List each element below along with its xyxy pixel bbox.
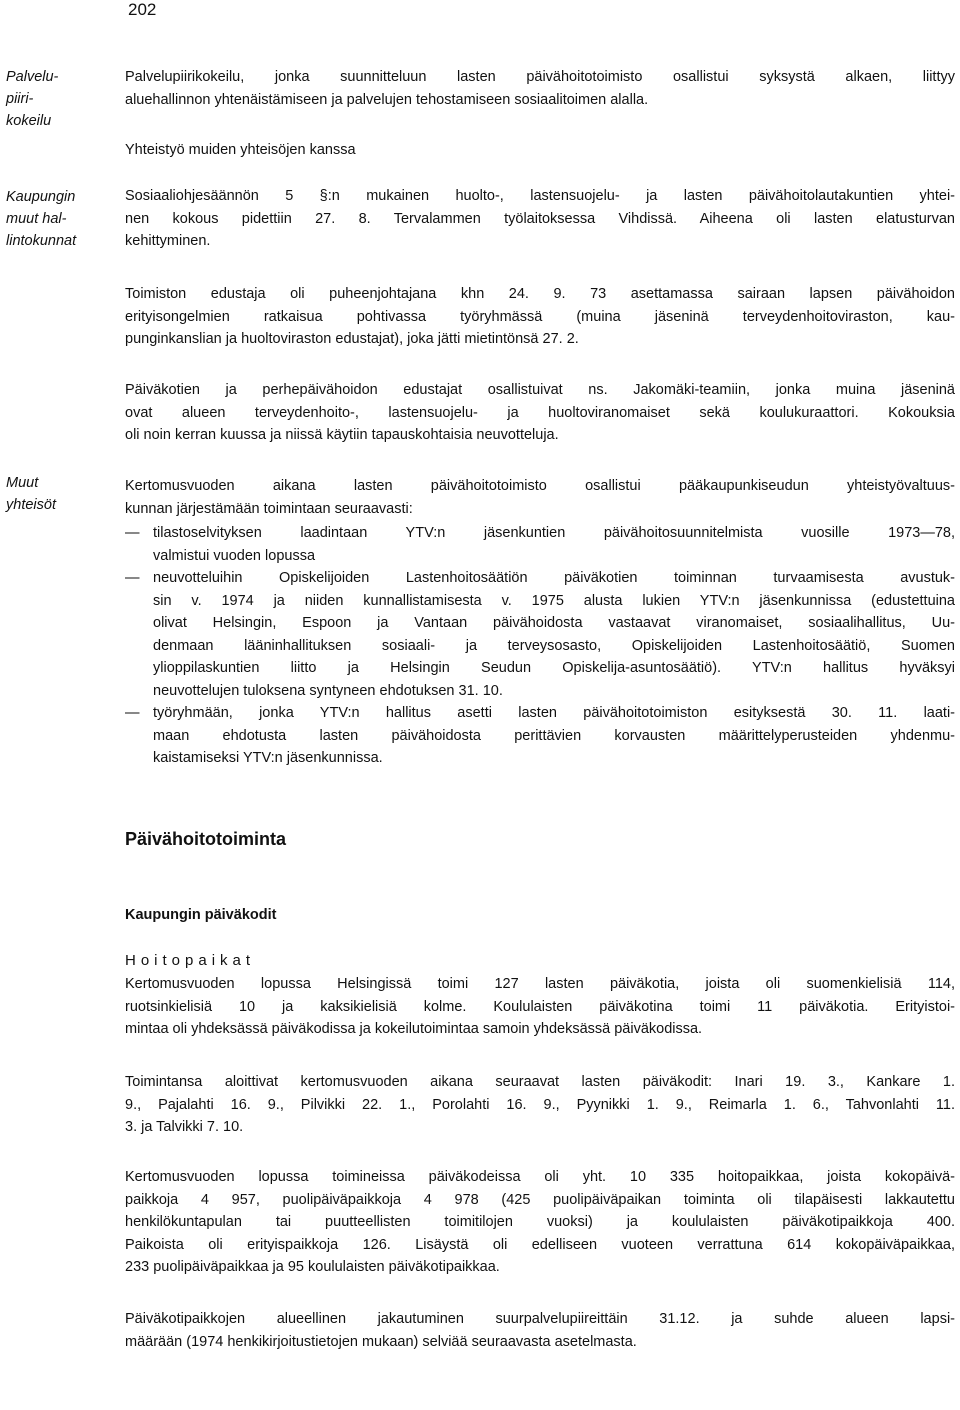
section-title: Päivähoitotoiminta [125, 829, 287, 849]
subheading-yhteistyo: Yhteistyö muiden yhteisöjen kanssa [125, 142, 356, 158]
paragraph-hoitopaikkaa [125, 1166, 955, 1279]
margin-note-line: Muut [6, 475, 39, 491]
text-line: Päiväkotien ja perhepäivähoidon edustajat osallistuivat ns. Jakomäki-teamiin, jonka muina jäseninä [125, 382, 955, 398]
text-line: paikkoja 4 957, puolipäiväpaikkoja 4 978 (425 puolipäiväpaikan toiminta oli tilapäisesti lakkautettu [125, 1191, 955, 1208]
margin-note-kaupungin-muut-hallintokunnat [6, 186, 116, 252]
text-line: neuvottelujen tuloksena syntyneen ehdotuksen 31. 10. [153, 682, 503, 699]
text-line: kunnan järjestämään toimintaan seuraavasti: [125, 500, 413, 517]
paragraph-ytv [125, 475, 955, 520]
heading-hoitopaikat: Hoitopaikat [125, 952, 256, 969]
paragraph-jakautuminen [125, 1308, 955, 1353]
text-line: sin v. 1974 ja niiden kunnallistamisesta v. 1975 alusta lukien YTV:n jäsenkunnissa (edustettuina [153, 592, 955, 609]
text-line: denmaan lääninhallituksen sosiaali- ja terveysosasto, Opiskelijoiden Lastenhoitosäätiö, Suomen [153, 637, 955, 654]
margin-note-line: Kaupungin [6, 189, 76, 205]
text-line: kehittyminen. [125, 233, 211, 249]
text-line: Kertomusvuoden lopussa toimineissa päiväkodeissa oli yht. 10 335 hoitopaikkaa, joista kokopäivä- [125, 1169, 955, 1185]
text-line: punginkanslian ja huoltoviraston edustajat), joka jätti mietintönsä 27. 2. [125, 331, 579, 347]
paragraph-palvelupiirikokeilu [125, 66, 955, 111]
text-line: Toimiston edustaja oli puheenjohtajana khn 24. 9. 73 asettamassa sairaan lapsen päivähoidon [125, 286, 955, 302]
dash-bullet: — [125, 570, 140, 586]
list-item [125, 702, 955, 770]
text-line: Kertomusvuoden lopussa Helsingissä toimi 127 lasten päiväkotia, joista oli suomenkielisiä 114, [125, 976, 955, 992]
paragraph-aloittivat [125, 1071, 955, 1139]
list-item [125, 522, 955, 567]
text-line: 9., Pajalahti 16. 9., Pilvikki 22. 1., Porolahti 16. 9., Pyynikki 1. 9., Reimarla 1. 6., Tahvonlahti 11. [125, 1096, 955, 1113]
text-line: ovat alueen terveydenhoito-, lastensuojelu- ja huoltoviranomaiset sekä koulukuraattori. Kokouksia [125, 404, 955, 421]
dash-list [125, 522, 955, 770]
margin-note-line: yhteisöt [6, 497, 56, 513]
list-item [125, 567, 955, 702]
text-line: henkilökuntapulan tai puutteellisten toimitilojen vuoksi) ja koululaisten päiväkotipaikkoja 400. [125, 1214, 955, 1230]
paragraph-kokous [125, 185, 955, 253]
paragraph-paivakodit [125, 973, 955, 1041]
text-line: määrään (1974 henkikirjoitustietojen mukaan) selviää seuraavasta asetelmasta. [125, 1333, 637, 1350]
paragraph-jakomaki [125, 379, 955, 447]
dash-bullet: — [125, 525, 140, 541]
text-line: maan ehdotusta lasten päivähoidosta perittävien korvausten määrittelyperusteiden yhdenmu- [153, 727, 955, 744]
page-number: 202 [128, 0, 157, 19]
text-line: erityisongelmien ratkaisua pohtivassa työryhmässä (muina jäseninä terveydenhoitoviraston, kau- [125, 308, 955, 325]
margin-note-line: kokeilu [6, 113, 52, 129]
text-line: Sosiaaliohjesäännön 5 §:n mukainen huolto-, lastensuojelu- ja lasten päivähoitolautakuntien yhtei- [125, 188, 955, 204]
text-line: 233 puolipäiväpaikkaa ja 95 koululaisten päiväkotipaikkaa. [125, 1259, 500, 1275]
text-line: Toimintansa aloittivat kertomusvuoden aikana seuraavat lasten päiväkodit: Inari 19. 3., Kankare 1. [125, 1074, 955, 1090]
text-line: valmistui vuoden lopussa [153, 547, 316, 564]
text-line: Päiväkotipaikkojen alueellinen jakautuminen suurpalvelupiireittäin 31.12. ja suhde alueen lapsi- [125, 1311, 955, 1327]
margin-note-line: lintokunnat [6, 233, 77, 249]
margin-note-line: Palvelu- [6, 69, 59, 85]
text-line: neuvotteluihin Opiskelijoiden Lastenhoitosäätiön päiväkotien toiminnan turvaamisesta avustuk- [153, 570, 955, 586]
margin-note-palvelupiirikokeilu [6, 66, 116, 132]
text-line: ylioppilaskuntien liitto ja Helsingin Seudun Opiskelija-asuntosäätiö). YTV:n hallitus hyväksyi [153, 660, 955, 676]
text-line: oli noin kerran kuussa ja niissä käytiin tapauskohtaisia neuvotteluja. [125, 427, 559, 443]
paragraph-tyoryhma [125, 283, 955, 351]
margin-note-muut-yhteisot [6, 472, 116, 516]
text-line: aluehallinnon yhtenäistämiseen ja palvelujen tehostamiseen sosiaalitoimen alalla. [125, 91, 649, 108]
text-line: tilastoselvityksen laadintaan YTV:n jäsenkuntien päivähoitosuunnitelmista vuosille 1973—78, [153, 525, 955, 541]
text-line: mintaa oli yhdeksässä päiväkodissa ja kokeilutoimintaa samoin yhdeksässä päiväkodissa. [125, 1021, 703, 1037]
margin-note-line: muut hal- [6, 211, 67, 227]
text-line: työryhmään, jonka YTV:n hallitus asetti lasten päivähoitotoimiston esityksestä 30. 11. laati- [153, 705, 955, 721]
text-line: 3. ja Talvikki 7. 10. [125, 1119, 244, 1135]
text-line: kaistamiseksi YTV:n jäsenkunnissa. [153, 750, 383, 766]
text-line: ruotsinkielisiä 10 ja kaksikielisiä kolme. Koululaisten päiväkotina toimi 11 päiväkotia. Erityistoi- [125, 998, 955, 1015]
margin-note-line: piiri- [6, 91, 34, 107]
text-line: Palvelupiirikokeilu, jonka suunnitteluun lasten päivähoitotoimisto osallistui syksystä alkaen, liittyy [125, 69, 955, 85]
text-line: olivat Helsingin, Espoon ja Vantaan päivähoidosta vastaavat viranomaiset, sosiaalihallitus, Uu- [153, 615, 955, 631]
text-line: nen kokous pidettiin 27. 8. Tervalammen työlaitoksessa Vihdissä. Aiheena oli lasten elatusturvan [125, 210, 955, 227]
text-line: Kertomusvuoden aikana lasten päivähoitotoimisto osallistui pääkaupunkiseudun yhteistyövaltuus- [125, 478, 955, 494]
dash-bullet: — [125, 705, 140, 721]
text-line: Paikoista oli erityispaikkoja 126. Lisäystä oli edelliseen vuoteen verrattuna 614 kokopäiväpaikkaa, [125, 1236, 955, 1253]
subsection-title: Kaupungin päiväkodit [125, 907, 277, 923]
